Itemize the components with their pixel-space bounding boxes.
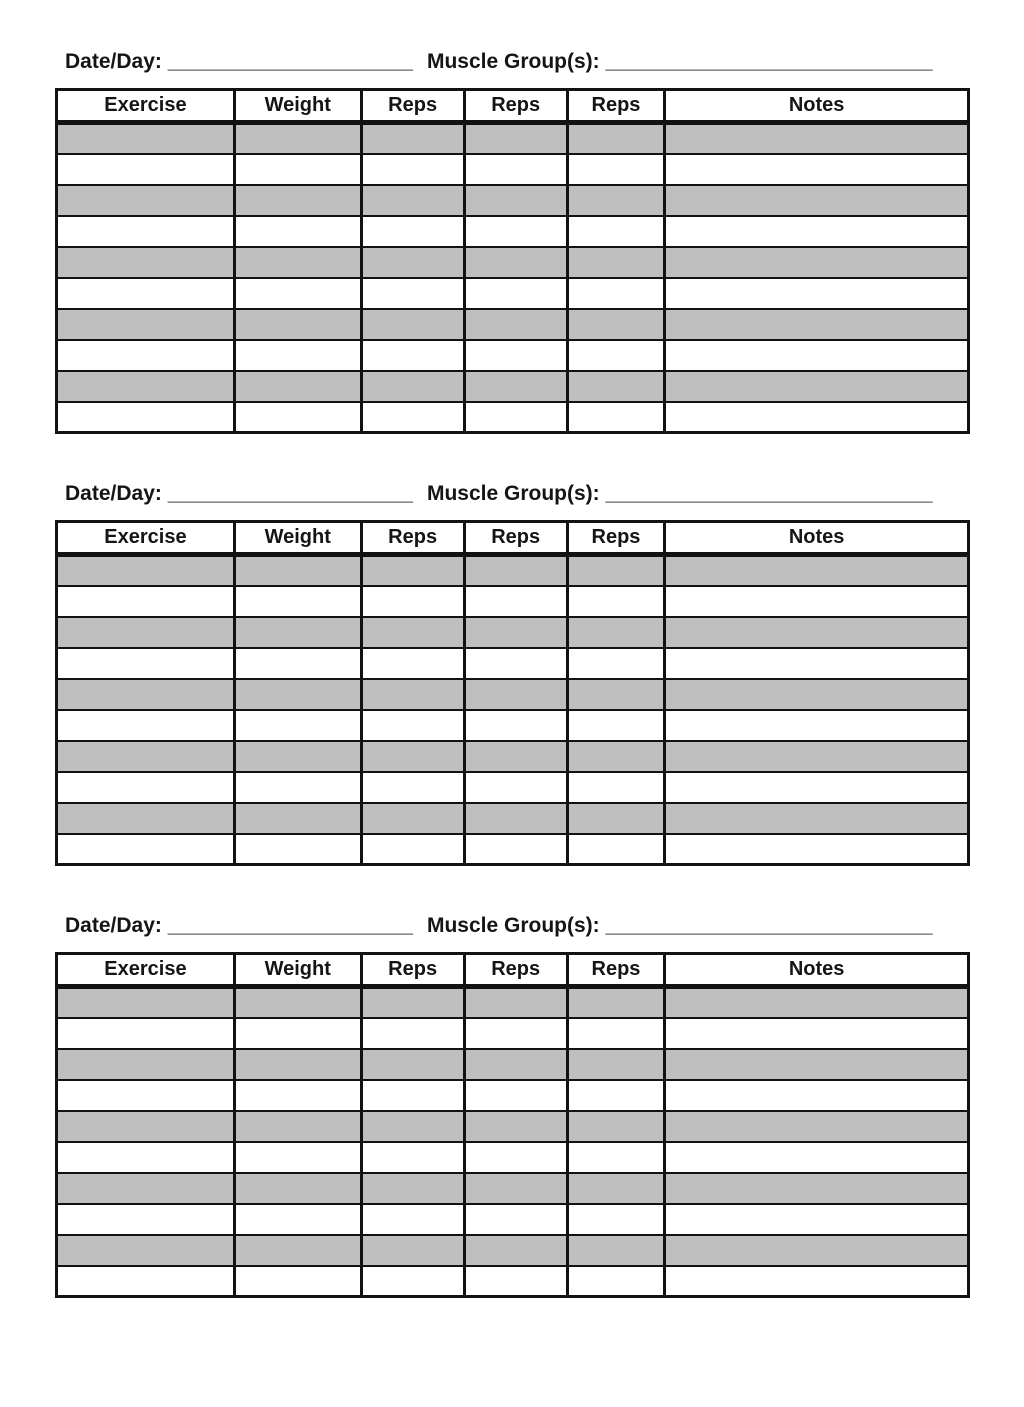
empty-cell (361, 1111, 464, 1142)
empty-cell (234, 154, 361, 185)
empty-cell (234, 555, 361, 586)
empty-cell (567, 309, 665, 340)
empty-cell (234, 1173, 361, 1204)
column-header-reps: Reps (567, 522, 665, 555)
empty-cell (464, 185, 567, 216)
empty-cell (567, 278, 665, 309)
empty-cell (567, 555, 665, 586)
empty-cell (361, 679, 464, 710)
empty-cell (57, 987, 235, 1018)
workout-log-table-1 (55, 88, 970, 434)
empty-cell (464, 648, 567, 679)
empty-cell (665, 1142, 969, 1173)
empty-cell (665, 1080, 969, 1111)
empty-cell (567, 216, 665, 247)
muscle-group-label: Muscle Group(s): (426, 914, 600, 937)
table-row (57, 834, 969, 865)
column-header-weight: Weight (234, 522, 361, 555)
empty-cell (567, 586, 665, 617)
empty-cell (665, 586, 969, 617)
empty-cell (234, 402, 361, 433)
empty-cell (464, 1173, 567, 1204)
column-header-exercise: Exercise (57, 522, 235, 555)
empty-cell (464, 1266, 567, 1297)
column-header-reps: Reps (567, 90, 665, 123)
empty-cell (234, 309, 361, 340)
empty-cell (57, 309, 235, 340)
empty-cell (567, 1235, 665, 1266)
empty-cell (464, 710, 567, 741)
empty-cell (361, 371, 464, 402)
table-row (57, 555, 969, 586)
empty-cell (464, 1049, 567, 1080)
empty-cell (234, 371, 361, 402)
table-row (57, 371, 969, 402)
table-header-row (57, 954, 969, 987)
empty-cell (57, 1111, 235, 1142)
empty-cell (234, 247, 361, 278)
empty-cell (665, 710, 969, 741)
table-row (57, 123, 969, 154)
empty-cell (361, 1204, 464, 1235)
empty-cell (57, 617, 235, 648)
column-header-exercise: Exercise (57, 954, 235, 987)
empty-cell (464, 402, 567, 433)
empty-cell (361, 1080, 464, 1111)
empty-cell (57, 185, 235, 216)
empty-cell (57, 1049, 235, 1080)
empty-cell (567, 1266, 665, 1297)
empty-cell (464, 1235, 567, 1266)
empty-cell (57, 1266, 235, 1297)
empty-cell (234, 586, 361, 617)
table-row (57, 1142, 969, 1173)
empty-cell (361, 987, 464, 1018)
empty-cell (361, 1049, 464, 1080)
column-header-reps: Reps (361, 522, 464, 555)
empty-cell (567, 679, 665, 710)
empty-cell (665, 371, 969, 402)
empty-cell (361, 340, 464, 371)
empty-cell (57, 278, 235, 309)
empty-cell (361, 402, 464, 433)
empty-cell (567, 741, 665, 772)
empty-cell (464, 1080, 567, 1111)
empty-cell (464, 216, 567, 247)
empty-cell (57, 216, 235, 247)
empty-cell (57, 586, 235, 617)
empty-cell (361, 185, 464, 216)
empty-cell (57, 1018, 235, 1049)
table-header-row (57, 90, 969, 123)
empty-cell (57, 1080, 235, 1111)
workout-log-section-2 (0, 478, 1024, 866)
column-header-weight: Weight (234, 90, 361, 123)
empty-cell (567, 123, 665, 154)
table-row (57, 1111, 969, 1142)
table-row (57, 741, 969, 772)
empty-cell (234, 1235, 361, 1266)
table-header-row (57, 522, 969, 555)
empty-cell (234, 1142, 361, 1173)
empty-cell (57, 648, 235, 679)
empty-cell (464, 278, 567, 309)
empty-cell (464, 1142, 567, 1173)
table-row (57, 185, 969, 216)
empty-cell (57, 247, 235, 278)
empty-cell (234, 834, 361, 865)
empty-cell (665, 309, 969, 340)
empty-cell (567, 1204, 665, 1235)
column-header-reps: Reps (464, 954, 567, 987)
table-row (57, 987, 969, 1018)
empty-cell (464, 555, 567, 586)
empty-cell (234, 679, 361, 710)
empty-cell (464, 309, 567, 340)
empty-cell (665, 1266, 969, 1297)
empty-cell (567, 402, 665, 433)
empty-cell (361, 741, 464, 772)
table-row (57, 278, 969, 309)
empty-cell (361, 803, 464, 834)
empty-cell (361, 309, 464, 340)
empty-cell (57, 123, 235, 154)
empty-cell (464, 586, 567, 617)
empty-cell (234, 123, 361, 154)
empty-cell (234, 216, 361, 247)
table-row (57, 803, 969, 834)
date-day-blank-line: _____________________ (167, 914, 413, 937)
column-header-notes: Notes (665, 90, 969, 123)
empty-cell (567, 1049, 665, 1080)
table-row (57, 648, 969, 679)
workout-log-section-1 (0, 46, 1024, 434)
empty-cell (665, 278, 969, 309)
workout-log-table-3 (55, 952, 970, 1298)
empty-cell (665, 340, 969, 371)
empty-cell (567, 1142, 665, 1173)
column-header-reps: Reps (361, 954, 464, 987)
muscle-group-label: Muscle Group(s): (426, 50, 600, 73)
muscle-group-blank-line: ____________________________ (605, 914, 933, 937)
column-header-exercise: Exercise (57, 90, 235, 123)
empty-cell (361, 1173, 464, 1204)
date-day-label: Date/Day: (65, 914, 162, 937)
empty-cell (665, 1018, 969, 1049)
section-heading (65, 910, 1024, 942)
empty-cell (234, 710, 361, 741)
empty-cell (57, 1173, 235, 1204)
empty-cell (464, 772, 567, 803)
empty-cell (234, 1204, 361, 1235)
empty-cell (361, 586, 464, 617)
empty-cell (57, 772, 235, 803)
empty-cell (234, 185, 361, 216)
empty-cell (234, 1111, 361, 1142)
empty-cell (234, 1049, 361, 1080)
empty-cell (234, 987, 361, 1018)
column-header-reps: Reps (361, 90, 464, 123)
empty-cell (665, 1204, 969, 1235)
table-row (57, 1173, 969, 1204)
empty-cell (361, 1018, 464, 1049)
column-header-weight: Weight (234, 954, 361, 987)
empty-cell (567, 1111, 665, 1142)
muscle-group-label: Muscle Group(s): (426, 482, 600, 505)
date-day-label: Date/Day: (65, 482, 162, 505)
table-body (57, 123, 969, 433)
empty-cell (665, 648, 969, 679)
empty-cell (57, 340, 235, 371)
empty-cell (665, 1049, 969, 1080)
empty-cell (567, 1080, 665, 1111)
date-day-label: Date/Day: (65, 50, 162, 73)
empty-cell (665, 741, 969, 772)
date-day-blank-line: _____________________ (167, 50, 413, 73)
empty-cell (361, 1142, 464, 1173)
empty-cell (464, 1111, 567, 1142)
empty-cell (57, 1142, 235, 1173)
empty-cell (464, 340, 567, 371)
empty-cell (567, 371, 665, 402)
empty-cell (567, 247, 665, 278)
table-row (57, 402, 969, 433)
empty-cell (57, 741, 235, 772)
empty-cell (665, 1173, 969, 1204)
column-header-reps: Reps (464, 522, 567, 555)
empty-cell (234, 648, 361, 679)
empty-cell (665, 1235, 969, 1266)
column-header-notes: Notes (665, 522, 969, 555)
empty-cell (234, 772, 361, 803)
empty-cell (234, 1080, 361, 1111)
empty-cell (665, 247, 969, 278)
empty-cell (361, 710, 464, 741)
empty-cell (57, 1235, 235, 1266)
empty-cell (361, 555, 464, 586)
empty-cell (57, 371, 235, 402)
empty-cell (567, 1018, 665, 1049)
empty-cell (665, 154, 969, 185)
empty-cell (464, 741, 567, 772)
date-day-blank-line: _____________________ (167, 482, 413, 505)
table-row (57, 154, 969, 185)
empty-cell (57, 154, 235, 185)
table-row (57, 1204, 969, 1235)
empty-cell (234, 803, 361, 834)
column-header-notes: Notes (665, 954, 969, 987)
empty-cell (57, 1204, 235, 1235)
empty-cell (665, 216, 969, 247)
column-header-reps: Reps (464, 90, 567, 123)
table-row (57, 772, 969, 803)
empty-cell (567, 185, 665, 216)
empty-cell (665, 1111, 969, 1142)
column-header-reps: Reps (567, 954, 665, 987)
empty-cell (234, 741, 361, 772)
empty-cell (665, 617, 969, 648)
empty-cell (234, 1018, 361, 1049)
empty-cell (567, 648, 665, 679)
empty-cell (234, 278, 361, 309)
empty-cell (665, 555, 969, 586)
empty-cell (464, 371, 567, 402)
table-row (57, 247, 969, 278)
table-body (57, 555, 969, 865)
empty-cell (464, 123, 567, 154)
empty-cell (464, 834, 567, 865)
empty-cell (57, 679, 235, 710)
table-row (57, 1080, 969, 1111)
empty-cell (361, 154, 464, 185)
empty-cell (567, 340, 665, 371)
muscle-group-blank-line: ____________________________ (605, 50, 933, 73)
table-row (57, 1235, 969, 1266)
empty-cell (361, 216, 464, 247)
table-body (57, 987, 969, 1297)
empty-cell (567, 710, 665, 741)
empty-cell (567, 987, 665, 1018)
empty-cell (464, 803, 567, 834)
empty-cell (665, 185, 969, 216)
empty-cell (464, 617, 567, 648)
empty-cell (665, 834, 969, 865)
empty-cell (665, 123, 969, 154)
empty-cell (567, 803, 665, 834)
table-row (57, 340, 969, 371)
empty-cell (567, 1173, 665, 1204)
empty-cell (361, 772, 464, 803)
empty-cell (464, 987, 567, 1018)
muscle-group-blank-line: ____________________________ (605, 482, 933, 505)
table-row (57, 1018, 969, 1049)
empty-cell (464, 1204, 567, 1235)
empty-cell (361, 247, 464, 278)
empty-cell (234, 1266, 361, 1297)
empty-cell (361, 1235, 464, 1266)
workout-log-table-2 (55, 520, 970, 866)
empty-cell (464, 154, 567, 185)
empty-cell (567, 617, 665, 648)
table-row (57, 710, 969, 741)
table-row (57, 1049, 969, 1080)
empty-cell (361, 278, 464, 309)
table-row (57, 216, 969, 247)
table-row (57, 679, 969, 710)
table-row (57, 617, 969, 648)
empty-cell (57, 834, 235, 865)
empty-cell (234, 340, 361, 371)
empty-cell (567, 154, 665, 185)
section-heading (65, 46, 1024, 78)
table-row (57, 586, 969, 617)
empty-cell (464, 247, 567, 278)
empty-cell (464, 679, 567, 710)
empty-cell (665, 987, 969, 1018)
empty-cell (57, 555, 235, 586)
empty-cell (567, 834, 665, 865)
empty-cell (665, 402, 969, 433)
empty-cell (665, 772, 969, 803)
empty-cell (361, 617, 464, 648)
empty-cell (361, 1266, 464, 1297)
table-row (57, 309, 969, 340)
empty-cell (234, 617, 361, 648)
empty-cell (361, 648, 464, 679)
empty-cell (57, 402, 235, 433)
table-row (57, 1266, 969, 1297)
empty-cell (361, 123, 464, 154)
empty-cell (665, 803, 969, 834)
empty-cell (464, 1018, 567, 1049)
empty-cell (57, 803, 235, 834)
empty-cell (361, 834, 464, 865)
empty-cell (665, 679, 969, 710)
empty-cell (567, 772, 665, 803)
section-heading (65, 478, 1024, 510)
workout-log-section-3 (0, 910, 1024, 1298)
empty-cell (57, 710, 235, 741)
